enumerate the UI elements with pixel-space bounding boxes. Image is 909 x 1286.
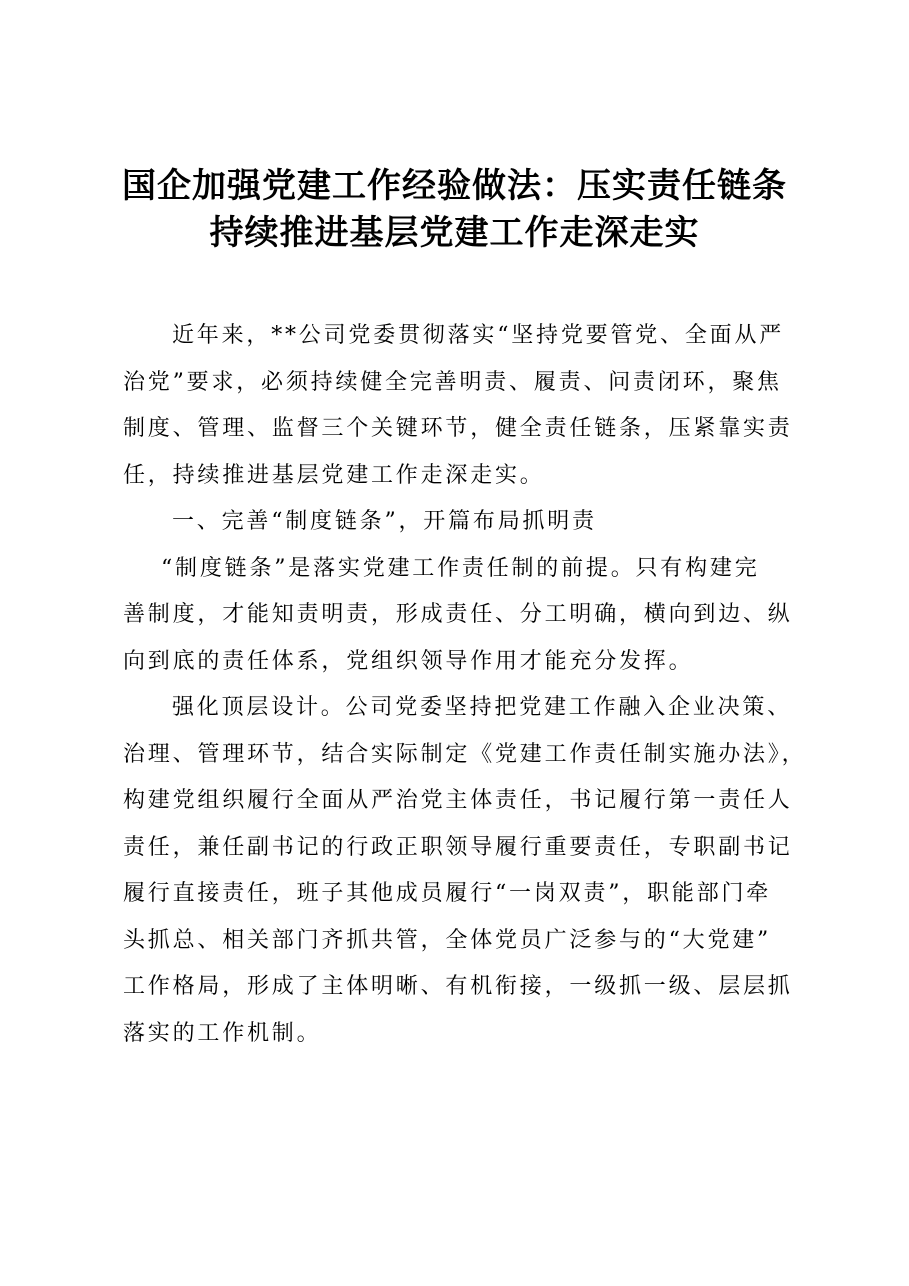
paragraph-line: 制度、管理、监督三个关键环节，健全责任链条，压紧靠实责 [123,416,793,441]
paragraph-line: 任，持续推进基层党建工作走深走实。 [123,462,545,488]
paragraph-line: 责任，兼任副书记的行政正职领导履行重要责任，专职副书记 [123,834,793,860]
section-heading-line: 一、完善“制度链条”，开篇布局抓明责 [172,509,597,534]
title-line: 国企加强党建工作经验做法：压实责任链条 [122,166,787,206]
paragraph-line: 治党”要求，必须持续健全完善明责、履责、问责闭环，聚焦 [123,369,782,395]
paragraph-line: 履行直接责任，班子其他成员履行“一岗双责”，职能部门牵 [123,881,772,906]
paragraph-line: 善制度，才能知责明责，形成责任、分工明确，横向到边、纵 [123,602,793,627]
paragraph-system-chain [123,546,795,686]
paragraph-intro [123,313,795,499]
paragraph-line: “制度链条”是落实党建工作责任制的前提。只有构建完 [161,555,760,581]
paragraph-line: 落实的工作机制。 [123,1020,322,1046]
paragraph-line: 头抓总、相关部门齐抓共管，全体党员广泛参与的“大党建” [123,927,772,953]
title-line: 持续推进基层党建工作走深走实 [209,213,700,253]
paragraph-line: 工作格局，形成了主体明晰、有机衔接，一级抓一级、层层抓 [123,974,793,999]
document-body [123,313,807,1057]
paragraph-top-design [123,685,807,1057]
paragraph-line: 构建党组织履行全面从严治党主体责任，书记履行第一责任人 [123,788,793,813]
document-title [110,163,799,257]
paragraph-line: 治理、管理环节，结合实际制定《党建工作责任制实施办法》， [123,741,807,767]
paragraph-line: 强化顶层设计。公司党委坚持把党建工作融入企业决策、 [172,695,793,720]
paragraph-line: 向到底的责任体系，党组织领导作用才能充分发挥。 [123,648,694,674]
paragraph-line: 近年来，**公司党委贯彻落实“坚持党要管党、全面从严 [172,323,785,348]
section-heading [123,499,795,546]
